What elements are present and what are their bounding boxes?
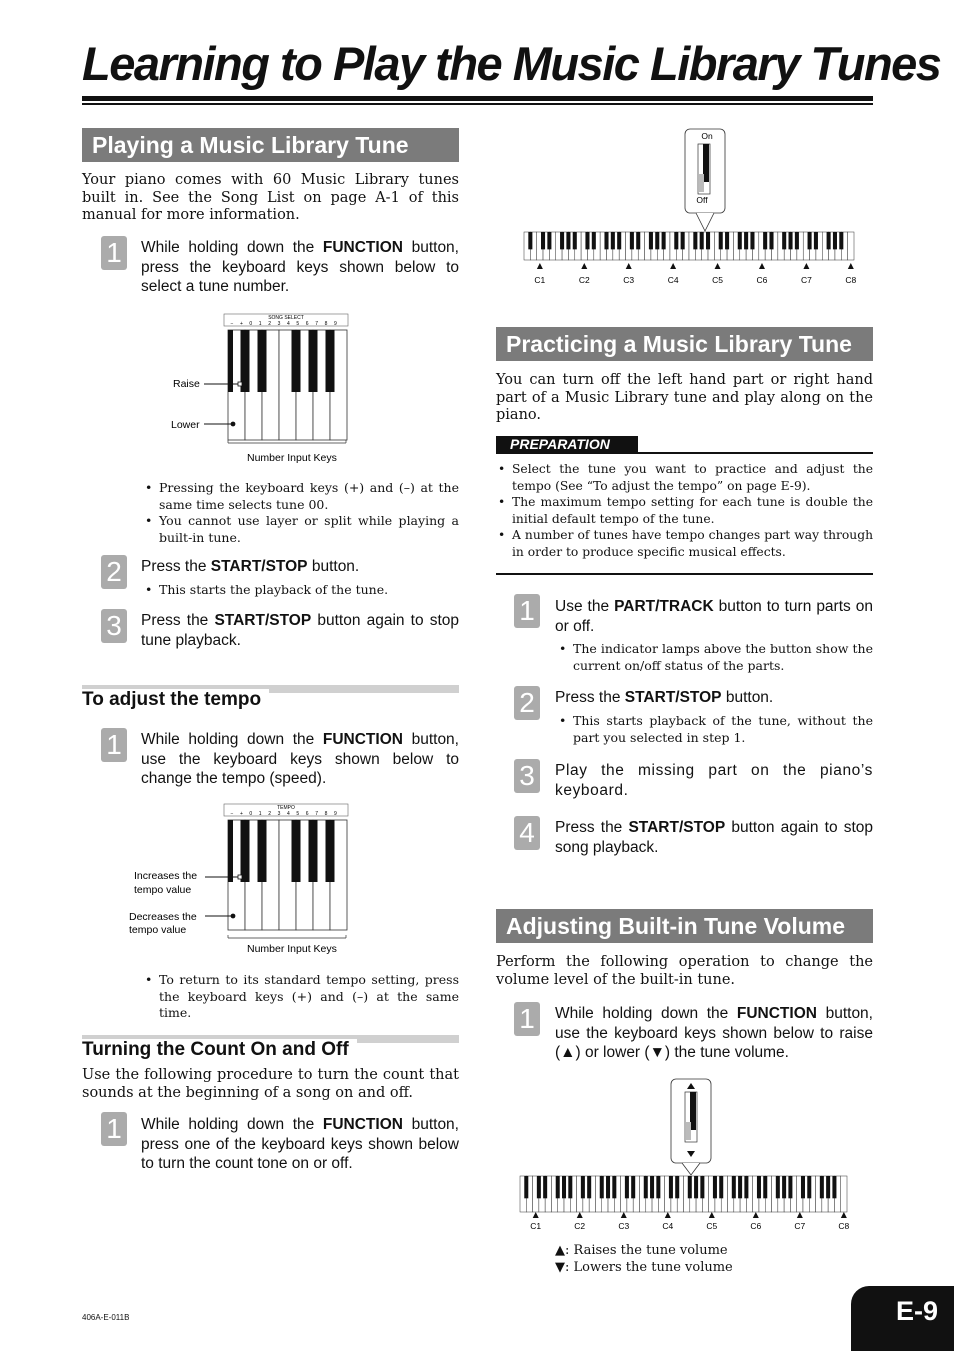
lower-label: Lower [171, 419, 200, 431]
key-marker [709, 1212, 715, 1218]
c-key-label: C2 [574, 1221, 586, 1231]
svg-text:9: 9 [334, 321, 337, 327]
black-key [788, 1176, 792, 1198]
list-item: • This starts playback of the tune, without the part you selected in step 1. [557, 713, 873, 746]
black-key [258, 820, 267, 882]
step-number: 1 [101, 1112, 127, 1146]
list-item: • Select the tune you want to practice and adjust the tempo (See “To adjust the tempo” on page E-9). [496, 461, 873, 494]
list-item: • Pressing the keyboard keys (+) and (–) at the same time selects tune 00. [143, 480, 459, 513]
black-key [669, 1176, 673, 1198]
c-key-label: C3 [623, 275, 635, 285]
c-key-label: C1 [530, 1221, 542, 1231]
black-key [732, 1176, 736, 1198]
svg-text:+: + [239, 321, 243, 327]
black-key [309, 820, 318, 882]
black-key [826, 1176, 830, 1198]
title-rule-thin [82, 103, 873, 105]
black-key [782, 1176, 786, 1198]
volume-step1-text: While holding down the FUNCTION button, use the keyboard keys shown below to raise (▲) or lower (▼) the tune volume. [555, 1005, 873, 1061]
legend-raise: ▲: Raises the tune volume [555, 1243, 728, 1258]
step-number: 1 [514, 594, 540, 628]
black-key [606, 1176, 610, 1198]
preparation-tag: PREPARATION [496, 436, 638, 453]
black-key [757, 1176, 761, 1198]
key-marker [803, 263, 809, 269]
step-number: 4 [514, 816, 540, 850]
black-key [258, 330, 267, 392]
list-item: • To return to its standard tempo setting, press the keyboard keys (+) and (–) at the same time. [143, 972, 459, 1022]
svg-text:−: − [230, 321, 234, 327]
legend-lower: ▼: Lowers the tune volume [555, 1260, 733, 1275]
black-key [807, 1176, 811, 1198]
black-key [719, 1176, 723, 1198]
black-key [769, 232, 773, 249]
practicing-step1-note [557, 641, 873, 674]
c-key-label: C3 [618, 1221, 630, 1231]
number-input-keys-caption: Number Input Keys [247, 452, 337, 464]
black-key [763, 1176, 767, 1198]
black-key [547, 232, 551, 249]
list-item: • A number of tunes have tempo changes part way through in order to produce specific musical effects. [496, 527, 873, 560]
black-key [585, 232, 589, 249]
increase-label-2: tempo value [134, 884, 192, 896]
black-key [650, 1176, 654, 1198]
practicing-step2-text: Press the START/STOP button. [555, 689, 774, 706]
black-key [839, 232, 843, 249]
page-number-tab: E-9 [851, 1286, 954, 1351]
c-key-label: C5 [706, 1221, 718, 1231]
black-key [700, 1176, 704, 1198]
practicing-step3-text: Play the missing part on the piano’s keyboard. [555, 762, 873, 799]
svg-text:7: 7 [315, 321, 318, 327]
svg-text:6: 6 [305, 811, 309, 817]
black-key [573, 232, 577, 249]
black-key [600, 1176, 604, 1198]
c-key-label: C7 [800, 275, 812, 285]
black-key [562, 1176, 566, 1198]
black-key [725, 232, 729, 249]
svg-text:+: + [239, 811, 243, 817]
black-key [738, 232, 742, 249]
key-marker [577, 1212, 583, 1218]
key-marker [626, 263, 632, 269]
c-key-label: C6 [750, 1221, 762, 1231]
diagram-header: TEMPO [277, 805, 295, 811]
c-key-label: C4 [662, 1221, 674, 1231]
c-key-label: C1 [534, 275, 546, 285]
section-heading-playing: Playing a Music Library Tune [82, 128, 459, 162]
black-key [782, 232, 786, 249]
black-key [228, 330, 233, 392]
decrease-label-1: Decreases the [129, 911, 197, 923]
black-key [537, 1176, 541, 1198]
black-key [662, 232, 666, 249]
black-key [630, 232, 634, 249]
preparation-rule-top [496, 452, 873, 454]
subheading-tempo: To adjust the tempo [82, 689, 269, 711]
black-key [566, 232, 570, 249]
svg-text:8: 8 [324, 321, 328, 327]
list-item: • You cannot use layer or split while playing a built-in tune. [143, 513, 459, 546]
black-key [750, 232, 754, 249]
black-key [833, 232, 837, 249]
black-key [706, 232, 710, 249]
volume-intro: Perform the following operation to change the volume level of the built-in tune. [496, 954, 873, 988]
key-marker [753, 1212, 759, 1218]
increase-label-1: Increases the [134, 870, 198, 882]
black-key [700, 232, 704, 249]
black-key [688, 1176, 692, 1198]
black-key [744, 1176, 748, 1198]
playing-step1-text: While holding down the FUNCTION button, press the keyboard keys shown below to select a tune number. [141, 239, 459, 295]
black-key [693, 232, 697, 249]
svg-text:0: 0 [249, 811, 253, 817]
white-key [848, 232, 854, 260]
black-key [738, 1176, 742, 1198]
svg-text:1: 1 [258, 811, 262, 817]
decrease-label-2: tempo value [129, 924, 187, 936]
black-key [694, 1176, 698, 1198]
raise-label: Raise [173, 378, 200, 390]
black-key [776, 1176, 780, 1198]
svg-text:5: 5 [296, 811, 300, 817]
key-marker [621, 1212, 627, 1218]
step-number: 1 [101, 728, 127, 762]
volume-legend [555, 1242, 733, 1276]
svg-text:1: 1 [258, 321, 262, 327]
black-key [820, 1176, 824, 1198]
black-key [656, 1176, 660, 1198]
black-key [612, 1176, 616, 1198]
black-key [789, 232, 793, 249]
black-key [617, 232, 621, 249]
preparation-list [496, 461, 873, 560]
black-key [674, 232, 678, 249]
key-marker [533, 1212, 539, 1218]
step-number: 2 [101, 555, 127, 589]
c-key-label: C8 [845, 275, 857, 285]
playing-step3-text: Press the START/STOP button again to stop tune playback. [141, 612, 460, 649]
diagram-header: SONG SELECT [268, 315, 304, 321]
black-key [592, 232, 596, 249]
black-key [524, 1176, 528, 1198]
playing-step2-note [143, 582, 459, 599]
section-heading-volume: Adjusting Built-in Tune Volume [496, 909, 873, 943]
black-key [604, 232, 608, 249]
black-key [541, 232, 545, 249]
key-marker [670, 263, 676, 269]
c-key-label: C6 [756, 275, 768, 285]
black-key [581, 1176, 585, 1198]
svg-text:3: 3 [277, 321, 281, 327]
key-marker [759, 263, 765, 269]
svg-text:4: 4 [287, 321, 290, 327]
section-heading-practicing: Practicing a Music Library Tune [496, 327, 873, 361]
tempo-keys-diagram [125, 800, 360, 960]
black-key [611, 232, 615, 249]
black-key [587, 1176, 591, 1198]
c-key-label: C7 [794, 1221, 806, 1231]
black-key [326, 820, 335, 882]
c-key-label: C8 [838, 1221, 850, 1231]
black-key [681, 232, 685, 249]
practicing-step2-note [557, 713, 873, 746]
tempo-note [143, 972, 459, 1022]
black-key [713, 1176, 717, 1198]
black-key [560, 232, 564, 249]
list-item: • This starts the playback of the tune. [143, 582, 459, 599]
svg-text:3: 3 [277, 811, 281, 817]
playing-intro: Your piano comes with 60 Music Library tunes built in. See the Song List on page A-1 of this manual for more information. [82, 172, 459, 223]
svg-text:9: 9 [334, 811, 337, 817]
black-key [636, 232, 640, 249]
count-keyboard-diagram [516, 126, 861, 288]
svg-text:6: 6 [305, 321, 309, 327]
svg-text:0: 0 [249, 321, 253, 327]
practicing-intro: You can turn off the left hand part or right hand part of a Music Library tune and play along on the piano. [496, 372, 873, 423]
black-key [649, 232, 653, 249]
playing-step2-text: Press the START/STOP button. [141, 558, 360, 575]
svg-text:5: 5 [296, 321, 300, 327]
step-number: 2 [514, 686, 540, 720]
subheading-count: Turning the Count On and Off [82, 1039, 357, 1061]
key-marker [665, 1212, 671, 1218]
svg-text:−: − [230, 811, 234, 817]
off-label: Off [696, 195, 708, 205]
tempo-step1-text: While holding down the FUNCTION button, use the keyboard keys shown below to change the tempo (speed). [141, 731, 459, 787]
black-key [556, 1176, 560, 1198]
svg-text:7: 7 [315, 811, 318, 817]
c-key-label: C2 [578, 275, 590, 285]
volume-keyboard-diagram [512, 1076, 857, 1236]
practicing-step4-text: Press the START/STOP button again to stop song playback. [555, 819, 874, 856]
black-key [568, 1176, 572, 1198]
black-key [814, 232, 818, 249]
black-key [719, 232, 723, 249]
key-marker [797, 1212, 803, 1218]
list-item: • The maximum tempo setting for each tune is double the initial default tempo of the tune. [496, 494, 873, 527]
black-key [744, 232, 748, 249]
playing-notes [143, 480, 459, 546]
preparation-rule-bottom [496, 573, 873, 575]
step-number: 3 [101, 609, 127, 643]
c-key-label: C4 [667, 275, 679, 285]
step-number: 1 [101, 236, 127, 270]
black-key [292, 820, 301, 882]
key-marker [841, 1212, 847, 1218]
svg-text:2: 2 [268, 321, 271, 327]
black-key [631, 1176, 635, 1198]
black-key [241, 820, 250, 882]
svg-text:2: 2 [268, 811, 271, 817]
practicing-step1-text: Use the PART/TRACK button to turn parts on or off. [555, 598, 873, 635]
svg-text:8: 8 [324, 811, 328, 817]
black-key [832, 1176, 836, 1198]
black-key [543, 1176, 547, 1198]
svg-text:4: 4 [287, 811, 290, 817]
count-intro: Use the following procedure to turn the count that sounds at the beginning of a song on and off. [82, 1067, 459, 1101]
white-key [841, 1176, 847, 1212]
key-marker [537, 263, 543, 269]
step-number: 3 [514, 759, 540, 793]
black-key [675, 1176, 679, 1198]
key-marker [715, 263, 721, 269]
page-title: Learning to Play the Music Library Tunes [82, 37, 941, 90]
key-marker [848, 263, 854, 269]
step-number: 1 [514, 1002, 540, 1036]
black-key [763, 232, 767, 249]
black-key [644, 1176, 648, 1198]
black-key [309, 330, 318, 392]
black-key [228, 820, 233, 882]
on-label: On [701, 131, 713, 141]
black-key [808, 232, 812, 249]
title-rule-thick [82, 96, 873, 101]
number-input-keys-caption: Number Input Keys [247, 943, 337, 955]
black-key [326, 330, 335, 392]
song-select-keys-diagram [160, 308, 360, 466]
list-item: • The indicator lamps above the button show the current on/off status of the parts. [557, 641, 873, 674]
key-marker [581, 263, 587, 269]
black-key [528, 232, 532, 249]
black-key [801, 1176, 805, 1198]
black-key [655, 232, 659, 249]
black-key [292, 330, 301, 392]
black-key [827, 232, 831, 249]
document-code: 406A-E-011B [82, 1313, 130, 1322]
count-step1-text: While holding down the FUNCTION button, press one of the keyboard keys shown below to turn the count tone on or off. [141, 1116, 459, 1172]
c-key-label: C5 [712, 275, 723, 285]
black-key [795, 232, 799, 249]
black-key [625, 1176, 629, 1198]
